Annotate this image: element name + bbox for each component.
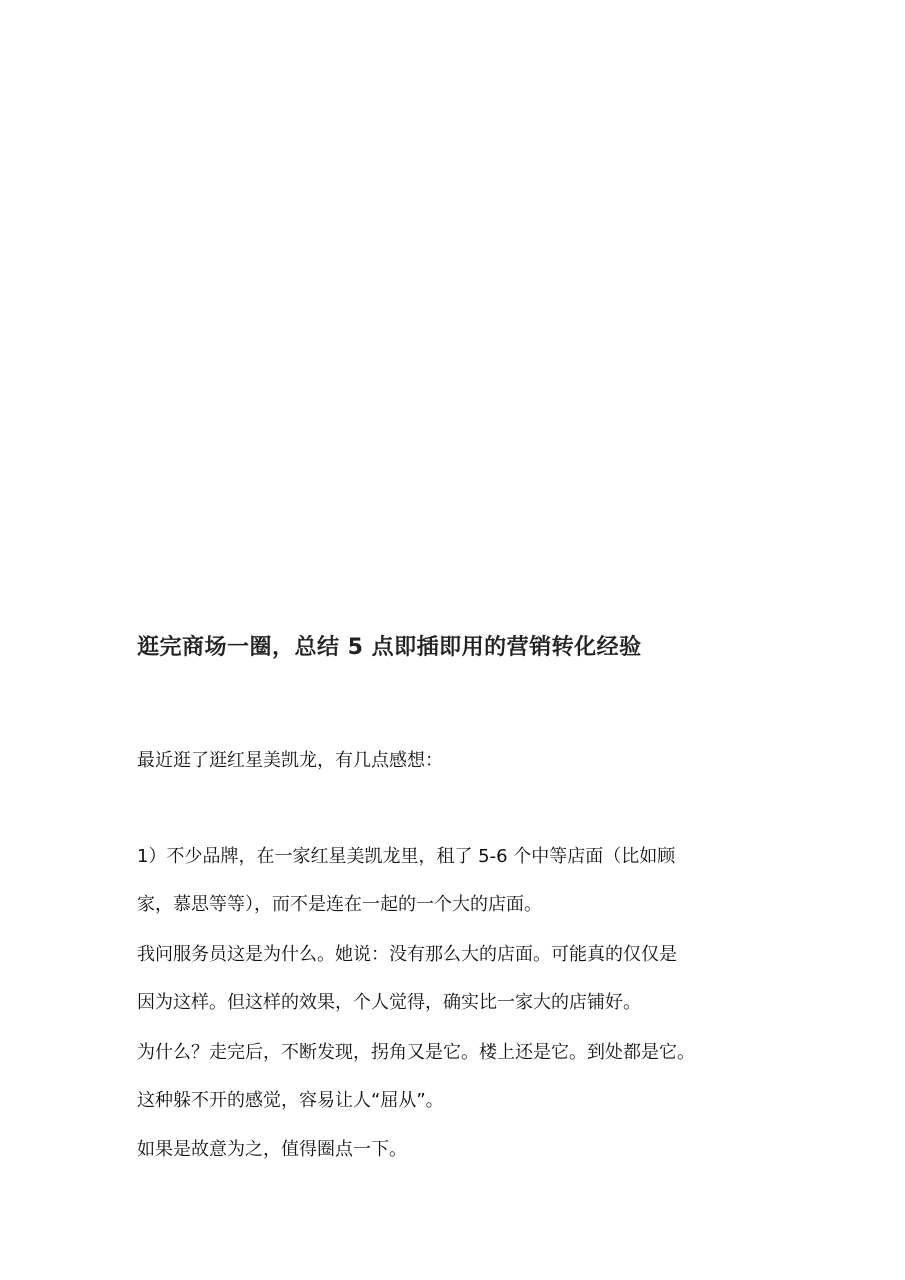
paragraph-1 <box>137 833 777 929</box>
paragraph-2 <box>137 931 777 1027</box>
paragraph-4 <box>137 1126 777 1174</box>
intro-line: 最近逛了逛红星美凯龙，有几点感想： <box>137 750 443 771</box>
paragraph-line: 家，慕思等等），而不是连在一起的一个大的店面。 <box>137 894 542 915</box>
paragraph-line: 如果是故意为之，值得圈点一下。 <box>137 1139 407 1160</box>
article-title: 逛完商场一圈，总结 5 点即插即用的营销转化经验 <box>137 635 642 660</box>
paragraph-line: 我问服务员这是为什么。她说：没有那么大的店面。可能真的仅仅是 <box>137 944 677 965</box>
paragraph-line: 这种躲不开的感觉，容易让人“屈从”。 <box>137 1090 444 1111</box>
paragraph-line: 因为这样。但这样的效果，个人觉得，确实比一家大的店铺好。 <box>137 992 641 1013</box>
paragraph-3 <box>137 1029 777 1125</box>
intro-paragraph <box>137 737 777 785</box>
paragraph-line: 为什么？走完后，不断发现，拐角又是它。楼上还是它。到处都是它。 <box>137 1042 695 1063</box>
paragraph-line: 1）不少品牌，在一家红星美凯龙里，租了 5-6 个中等店面（比如顾 <box>137 846 676 867</box>
